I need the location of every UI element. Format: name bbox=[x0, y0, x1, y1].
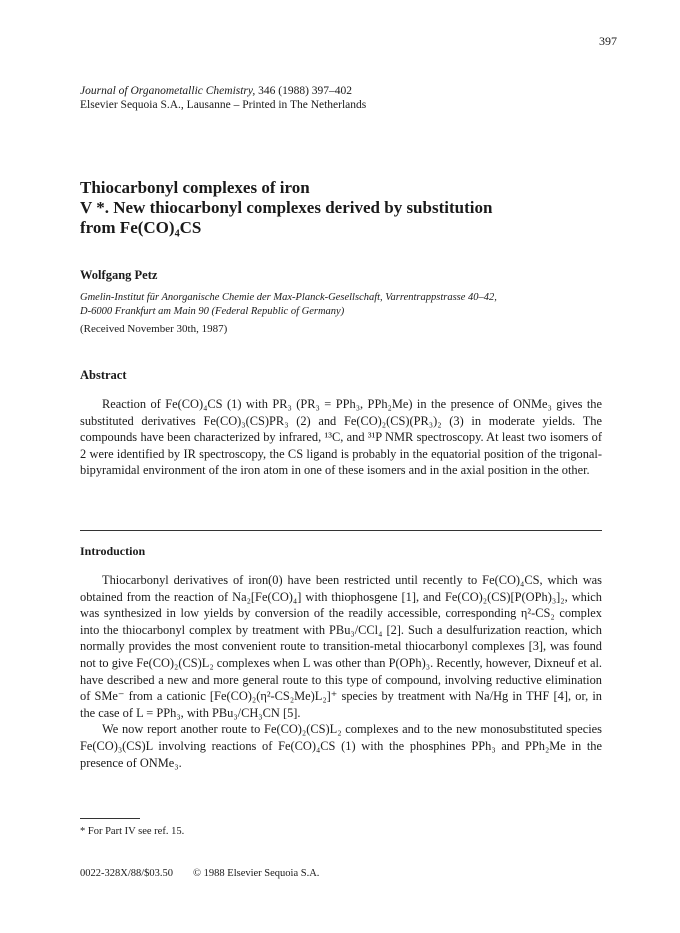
page-number: 397 bbox=[599, 34, 617, 48]
copyright-line bbox=[80, 868, 319, 879]
footnote: * For Part IV see ref. 15. bbox=[80, 826, 185, 837]
introduction-heading: Introduction bbox=[80, 544, 146, 558]
footnote-rule bbox=[80, 818, 140, 819]
abstract-paragraph: Reaction of Fe(CO)₄CS (1) with PR₃ (PR₃ = PPh₃, PPh₂Me) in the presence of ONMe₃ gives the substituted derivatives Fe(CO)₃(CS)PR₃ (2) and Fe(CO)₂(CS)(PR₃)₂ (3) in moderate yields. The compounds have been characterized by infrared, ¹³C, and ³¹P NMR spectroscopy. At least two isomers of 2 were identified by IR spectroscopy, the CS ligand is probably in the equatorial position of the trigonal-bipyramidal environment of the iron atom in one of these isomers and in the axial position in the other. bbox=[80, 397, 602, 478]
article-code: 0022-328X/88/$03.50 bbox=[80, 868, 174, 879]
introduction-body bbox=[80, 572, 602, 771]
title-line-3: from Fe(CO)₄CS bbox=[80, 218, 202, 237]
section-divider bbox=[80, 530, 602, 531]
received-date: (Received November 30th, 1987) bbox=[80, 323, 228, 335]
journal-volume-pages: 346 (1988) 397–402 bbox=[255, 85, 353, 97]
abstract-body bbox=[80, 396, 602, 479]
abstract-heading: Abstract bbox=[80, 368, 127, 382]
introduction-paragraph-2: We now report another route to Fe(CO)₂(CS)L₂ complexes and to the new monosubstituted species Fe(CO)₃(CS)L involving reactions of Fe(CO)₄CS (1) with the phosphines PPh₃ and PPh₂Me in the presence of ONMe₃. bbox=[80, 722, 602, 770]
introduction-paragraph-1: Thiocarbonyl derivatives of iron(0) have been restricted until recently to Fe(CO)₄CS, which was obtained from the reaction of Na₂[Fe(CO)₄] with thiophosgene [1], and Fe(CO)₂(CS)[P(OPh)₃]₂, which was synthesized in low yields by conversion of the readily accessible, corresponding η²-CS₂ complex into the thiocarbonyl complex by treatment with PBu₃/CCl₄ [2]. Such a desulfurization reaction, which normally provides the most convenient route to transition-metal thiocarbonyl complexes [3], was found not to give Fe(CO)₂(CS)L₂ complexes when L was other than P(OPh)₃. Recently, however, Dixneuf et al. have described a new and more general route to this type of compound, involving reductive elimination of SMe⁻ from a cationic [Fe(CO)₂(η²-CS₂Me)L₂]⁺ species by treatment with Na/Hg in THF [4], or, in the case of L = PPh₃, with PBu₃/CH₃CN [5]. bbox=[80, 573, 602, 720]
copyright-notice: © 1988 Elsevier Sequoia S.A. bbox=[193, 868, 320, 879]
affiliation-line-2: D-6000 Frankfurt am Main 90 (Federal Republic of Germany) bbox=[80, 306, 345, 317]
affiliation-line-1: Gmelin-Institut für Anorganische Chemie der Max-Planck-Gesellschaft, Varrentrappstrasse 40–42, bbox=[80, 292, 497, 303]
title-line-2: V *. New thiocarbonyl complexes derived by substitution bbox=[80, 198, 493, 217]
journal-citation-line bbox=[80, 84, 366, 98]
title-line-1: Thiocarbonyl complexes of iron bbox=[80, 178, 310, 197]
article-title bbox=[80, 178, 492, 238]
author-name: Wolfgang Petz bbox=[80, 268, 158, 282]
publisher-line: Elsevier Sequoia S.A., Lausanne – Printed in The Netherlands bbox=[80, 99, 367, 111]
journal-citation bbox=[80, 84, 366, 112]
journal-name: Journal of Organometallic Chemistry, bbox=[80, 85, 256, 97]
author-affiliation bbox=[80, 291, 497, 319]
